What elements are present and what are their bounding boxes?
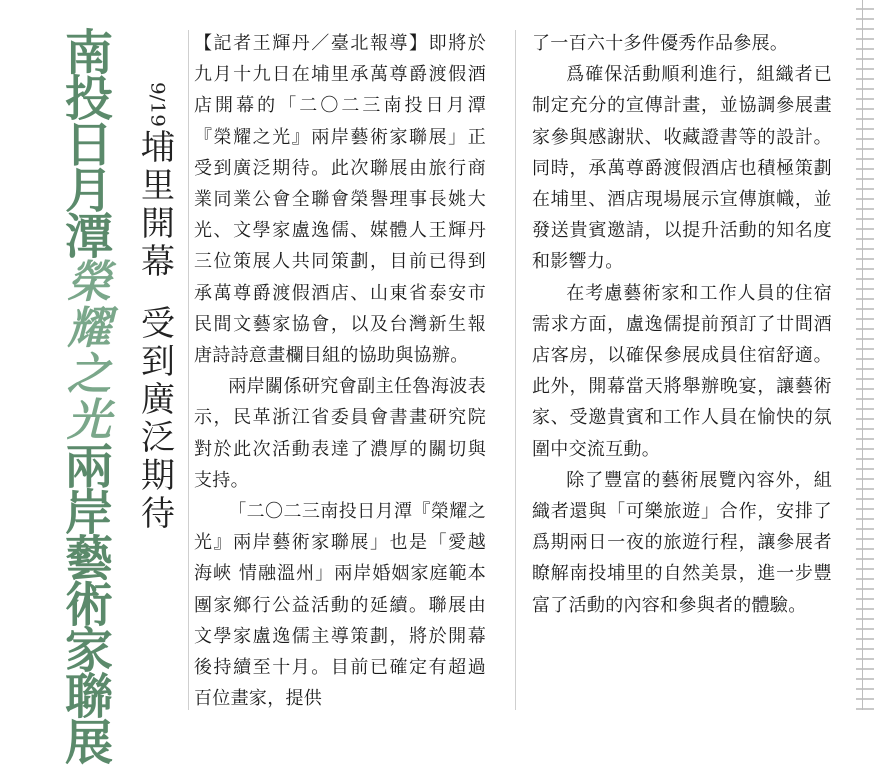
- page-edge-border: [856, 0, 874, 710]
- article-paragraph: 爲確保活動順利進行，組織者已制定充分的宣傳計畫，並協調參展畫家參與感謝狀、收藏證書等的設計。同時，承萬尊爵渡假酒店也積極策劃在埔里、酒店現場展示宣傳旗幟，並發送貴賓邀請，以提升活動的知名度和影響力。: [532, 64, 832, 273]
- column-divider: [515, 30, 516, 710]
- headline-part-2: [67, 257, 111, 446]
- headline: [46, 25, 132, 771]
- subheadline: [134, 82, 182, 533]
- article-paragraph: 「二〇二三南投日月潭『榮耀之光』兩岸藝術家聯展」也是「愛越海峽 情融溫州」兩岸婚姻家庭範本團家鄉行公益活動的延續。聯展由文學家盧逸儒主導策劃，將於開幕後持續至十月。目前已確定有超過百位畫家，提供: [194, 501, 486, 710]
- headline-emphasis-char: 榮: [67, 257, 111, 308]
- headline-char: 術: [64, 577, 113, 633]
- article-paragraph: 【記者王輝丹／臺北報導】即將於九月十九日在埔里承萬尊爵渡假酒店開幕的「二〇二三南投日月潭『榮耀之光』兩岸藝術家聯展」正受到廣泛期待。此次聯展由旅行商業同業公會全聯會榮譽理事長姚大光、文學家盧逸儒、媒體人王輝丹三位策展人共同策劃，目前已得到承萬尊爵渡假酒店、山東省泰安市民間文藝家協會，以及台灣新生報唐詩詩意畫欄目組的協助與協辦。: [194, 33, 486, 367]
- article-paragraph: 在考慮藝術家和工作人員的住宿需求方面，盧逸儒提前預訂了廿間酒店客房，以確保參展成員住宿舒適。此外，開幕當天將舉辦晚宴，讓藝術家、受邀貴賓和工作人員在愉快的氛圍中交流互動。: [532, 282, 832, 460]
- headline-char: 投: [64, 71, 113, 127]
- subheadline-char: 待: [141, 493, 175, 534]
- article-paragraph: 兩岸關係研究會副主任魯海波表示，民革浙江省委員會書畫研究院對於此次活動表達了濃厚的關切與支持。: [194, 376, 486, 491]
- subheadline-char: 里: [141, 165, 175, 206]
- headline-char: 月: [64, 163, 113, 219]
- headline-char: 日: [64, 117, 113, 173]
- headline-char: 聯: [64, 669, 113, 725]
- headline-char: 南: [64, 25, 113, 81]
- headline-char: 藝: [64, 531, 113, 587]
- subheadline-char: 期: [141, 455, 175, 496]
- headline-char: 潭: [64, 209, 113, 265]
- headline-char: 家: [64, 623, 113, 679]
- article-column-1: [194, 28, 486, 714]
- subheadline-char: 廣: [141, 379, 175, 420]
- headline-emphasis-char: 之: [67, 349, 111, 400]
- article-paragraph-continued: 了一百六十多件優秀作品參展。: [532, 33, 789, 54]
- headline-char: 岸: [64, 485, 113, 541]
- subheadline-char: 幕: [141, 241, 175, 282]
- subheadline-char: 泛: [141, 417, 175, 458]
- subheadline-char: 埔: [141, 127, 175, 168]
- subheadline-char: 開: [141, 203, 175, 244]
- subheadline-char: 到: [141, 341, 175, 382]
- headline-char: 兩: [64, 439, 113, 495]
- headline-char: 展: [64, 715, 113, 771]
- subheadline-char: 受: [141, 303, 175, 344]
- headline-emphasis-char: 光: [67, 395, 111, 446]
- article-paragraph: 除了豐富的藝術展覽內容外，組織者還與「可樂旅遊」合作，安排了爲期兩日一夜的旅遊行程，讓參展者瞭解南投埔里的自然美景，進一步豐富了活動的內容和參與者的體驗。: [532, 469, 832, 616]
- article-column-2: [532, 28, 832, 621]
- subheadline-date: 9/19: [146, 82, 170, 127]
- column-divider: [188, 30, 189, 710]
- headline-emphasis-char: 耀: [67, 303, 111, 354]
- headline-part-1: [64, 25, 113, 265]
- headline-part-3: [64, 439, 113, 771]
